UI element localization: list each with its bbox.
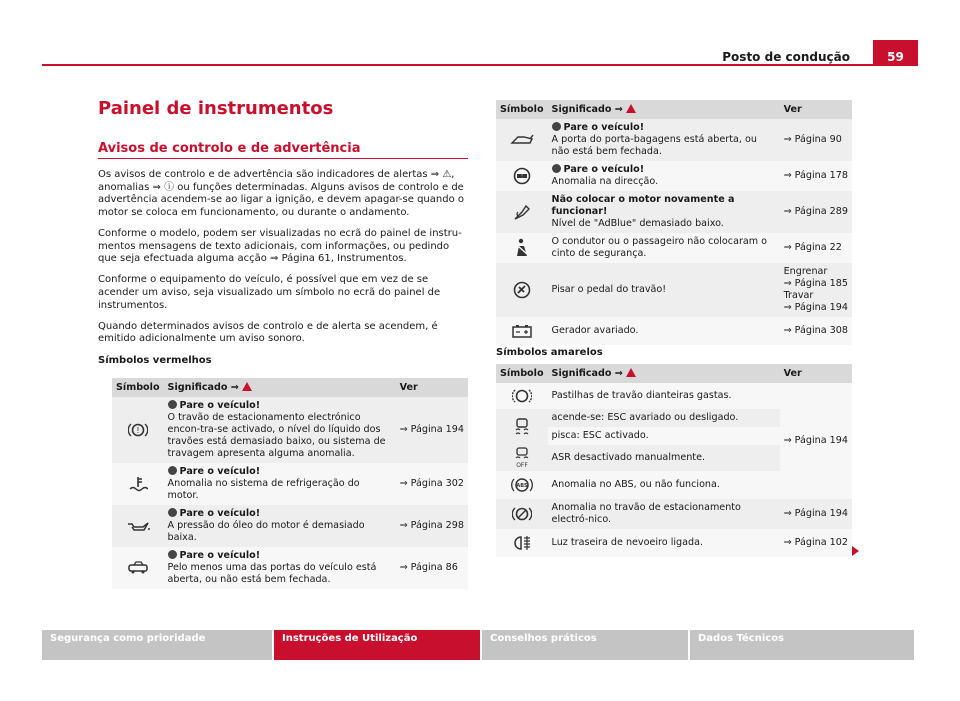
warning-icon [242,382,252,391]
stop-icon [552,122,561,131]
paragraph: Os avisos de controlo e de advertência são indicadores de alertas ⇒ ⚠, anomalias ⇒ ⓘ ou funções determinadas. Alguns avisos de controlo e de advertência acendem-se ao ligar a ignição, e devem apagar-se quando o motor se coloca em funcionamento, ou durante o andamento. [98,169,464,218]
adblue-icon [512,203,532,221]
warning-icon [626,368,636,377]
col-meaning: Significado ⇒ [548,100,780,119]
col-see: Ver [396,378,468,397]
table-row: Pare o veículo! Anomalia no sistema de refrigeração do motor. ⇒ Página 302 [112,463,468,505]
table-row: ! Pare o veículo! Anomalia na direcção. ⇒ Página 178 [496,161,852,191]
paragraph: Quando determinados avisos de controlo e de alerta se acendem, é emitido adicionalmente um aviso sonoro. [98,320,438,345]
coolant-icon [128,475,148,493]
red-symbols-table-continued [496,100,852,345]
stop-icon [168,508,177,517]
table-row: ! Pare o veículo! O travão de estacionamento electrónico encon-tra-se activado, o nível do líquido dos travões está demasiado baixo, ou sistema de travagem apresenta alguma anomalia. ⇒ Página 194 [112,397,468,463]
table-row: OFF ASR desactivado manualmente. [496,445,852,471]
stop-icon [552,164,561,173]
stop-icon [168,550,177,559]
seatbelt-icon [513,238,531,258]
footer-tab-technical[interactable]: Dados Técnicos [690,630,914,660]
brake-pedal-icon [512,281,532,299]
table-row: pisca: ESC activado. [496,427,852,445]
table-row: Luz traseira de nevoeiro ligada. ⇒ Página 102 [496,529,852,557]
running-header: Posto de condução [722,50,850,64]
footer-nav [42,630,918,660]
trunk-open-icon [510,133,534,147]
parking-brake-icon [128,422,148,438]
section-rule [98,158,468,159]
stop-icon [168,466,177,475]
col-meaning: Significado ⇒ [164,378,396,397]
svg-text:ABS: ABS [516,483,528,489]
parking-brake-fault-icon [512,505,532,523]
col-symbol: Símbolo [496,364,548,383]
footer-tab-instructions[interactable]: Instruções de Utilização [274,630,480,660]
table-row: Pisar o pedal do travão! Engrenar ⇒ Página 185 Travar ⇒ Página 194 [496,263,852,317]
door-open-icon [127,561,149,575]
col-meaning: Significado ⇒ [548,364,780,383]
svg-text:OFF: OFF [515,462,528,469]
warning-icon [626,104,636,113]
table-row: O condutor ou o passageiro não colocaram o cinto de segurança. ⇒ Página 22 [496,233,852,263]
abs-icon [511,476,533,494]
section-title: Avisos de controlo e de advertência [98,141,361,156]
col-see: Ver [780,364,852,383]
col-symbol: Símbolo [112,378,164,397]
table-row: acende-se: ESC avariado ou desligado. [496,409,852,427]
table-row: Pare o veículo! A porta do porta-bagagens está aberta, ou não está bem fechada. ⇒ Página 90 [496,119,852,161]
svg-text:!: ! [520,173,523,179]
asr-off-icon [512,447,532,469]
yellow-symbols-subtitle: Símbolos amarelos [496,347,603,358]
table-row: Não colocar o motor novamente a funcionar! Nível de "AdBlue" demasiado baixo. ⇒ Página 289 [496,191,852,233]
table-row: Pare o veículo! A pressão do óleo do motor é demasiado baixa. ⇒ Página 298 [112,505,468,547]
col-symbol: Símbolo [496,100,548,119]
table-row: Pare o veículo! Pelo menos uma das portas do veículo está aberta, ou não está bem fechada. ⇒ Página 86 [112,547,468,589]
footer-tab-safety[interactable]: Segurança como prioridade [42,630,272,660]
table-row: ABS Anomalia no ABS, ou não funciona. [496,471,852,499]
red-symbols-subtitle: Símbolos vermelhos [98,354,212,366]
esc-icon [512,417,532,437]
steering-icon [512,167,532,185]
header-rule [42,64,918,66]
table-row: Gerador avariado. ⇒ Página 308 [496,317,852,345]
intro-text [98,169,468,376]
rear-fog-icon [512,534,532,552]
yellow-symbols-table [496,364,852,557]
brake-pads-icon [512,387,532,405]
table-row: Pastilhas de travão dianteiras gastas. ⇒ Página 194 [496,383,852,409]
paragraph: Conforme o equipamento do veículo, é possível que em vez de se acender um aviso, seja visualizado um símbolo no ecrã do painel de instrumentos. [98,274,441,311]
page-title: Painel de instrumentos [98,98,334,119]
footer-tab-tips[interactable]: Conselhos práticos [482,630,688,660]
continue-arrow-icon [852,546,859,556]
paragraph: Conforme o modelo, podem ser visualizadas no ecrã do painel de instru-mentos mensagens de texto adicionais, com informações, ou pedindo que seja efectuada alguma acção ⇒ Página 61, Instrumentos. [98,227,462,265]
battery-icon [511,324,533,338]
svg-text:!: ! [136,426,140,435]
oil-pressure-icon [126,519,150,533]
page-number: 59 [873,40,918,66]
stop-icon [168,400,177,409]
col-see: Ver [780,100,852,119]
red-symbols-table [112,378,468,589]
table-row: Anomalia no travão de estacionamento electró-nico. ⇒ Página 194 [496,499,852,529]
